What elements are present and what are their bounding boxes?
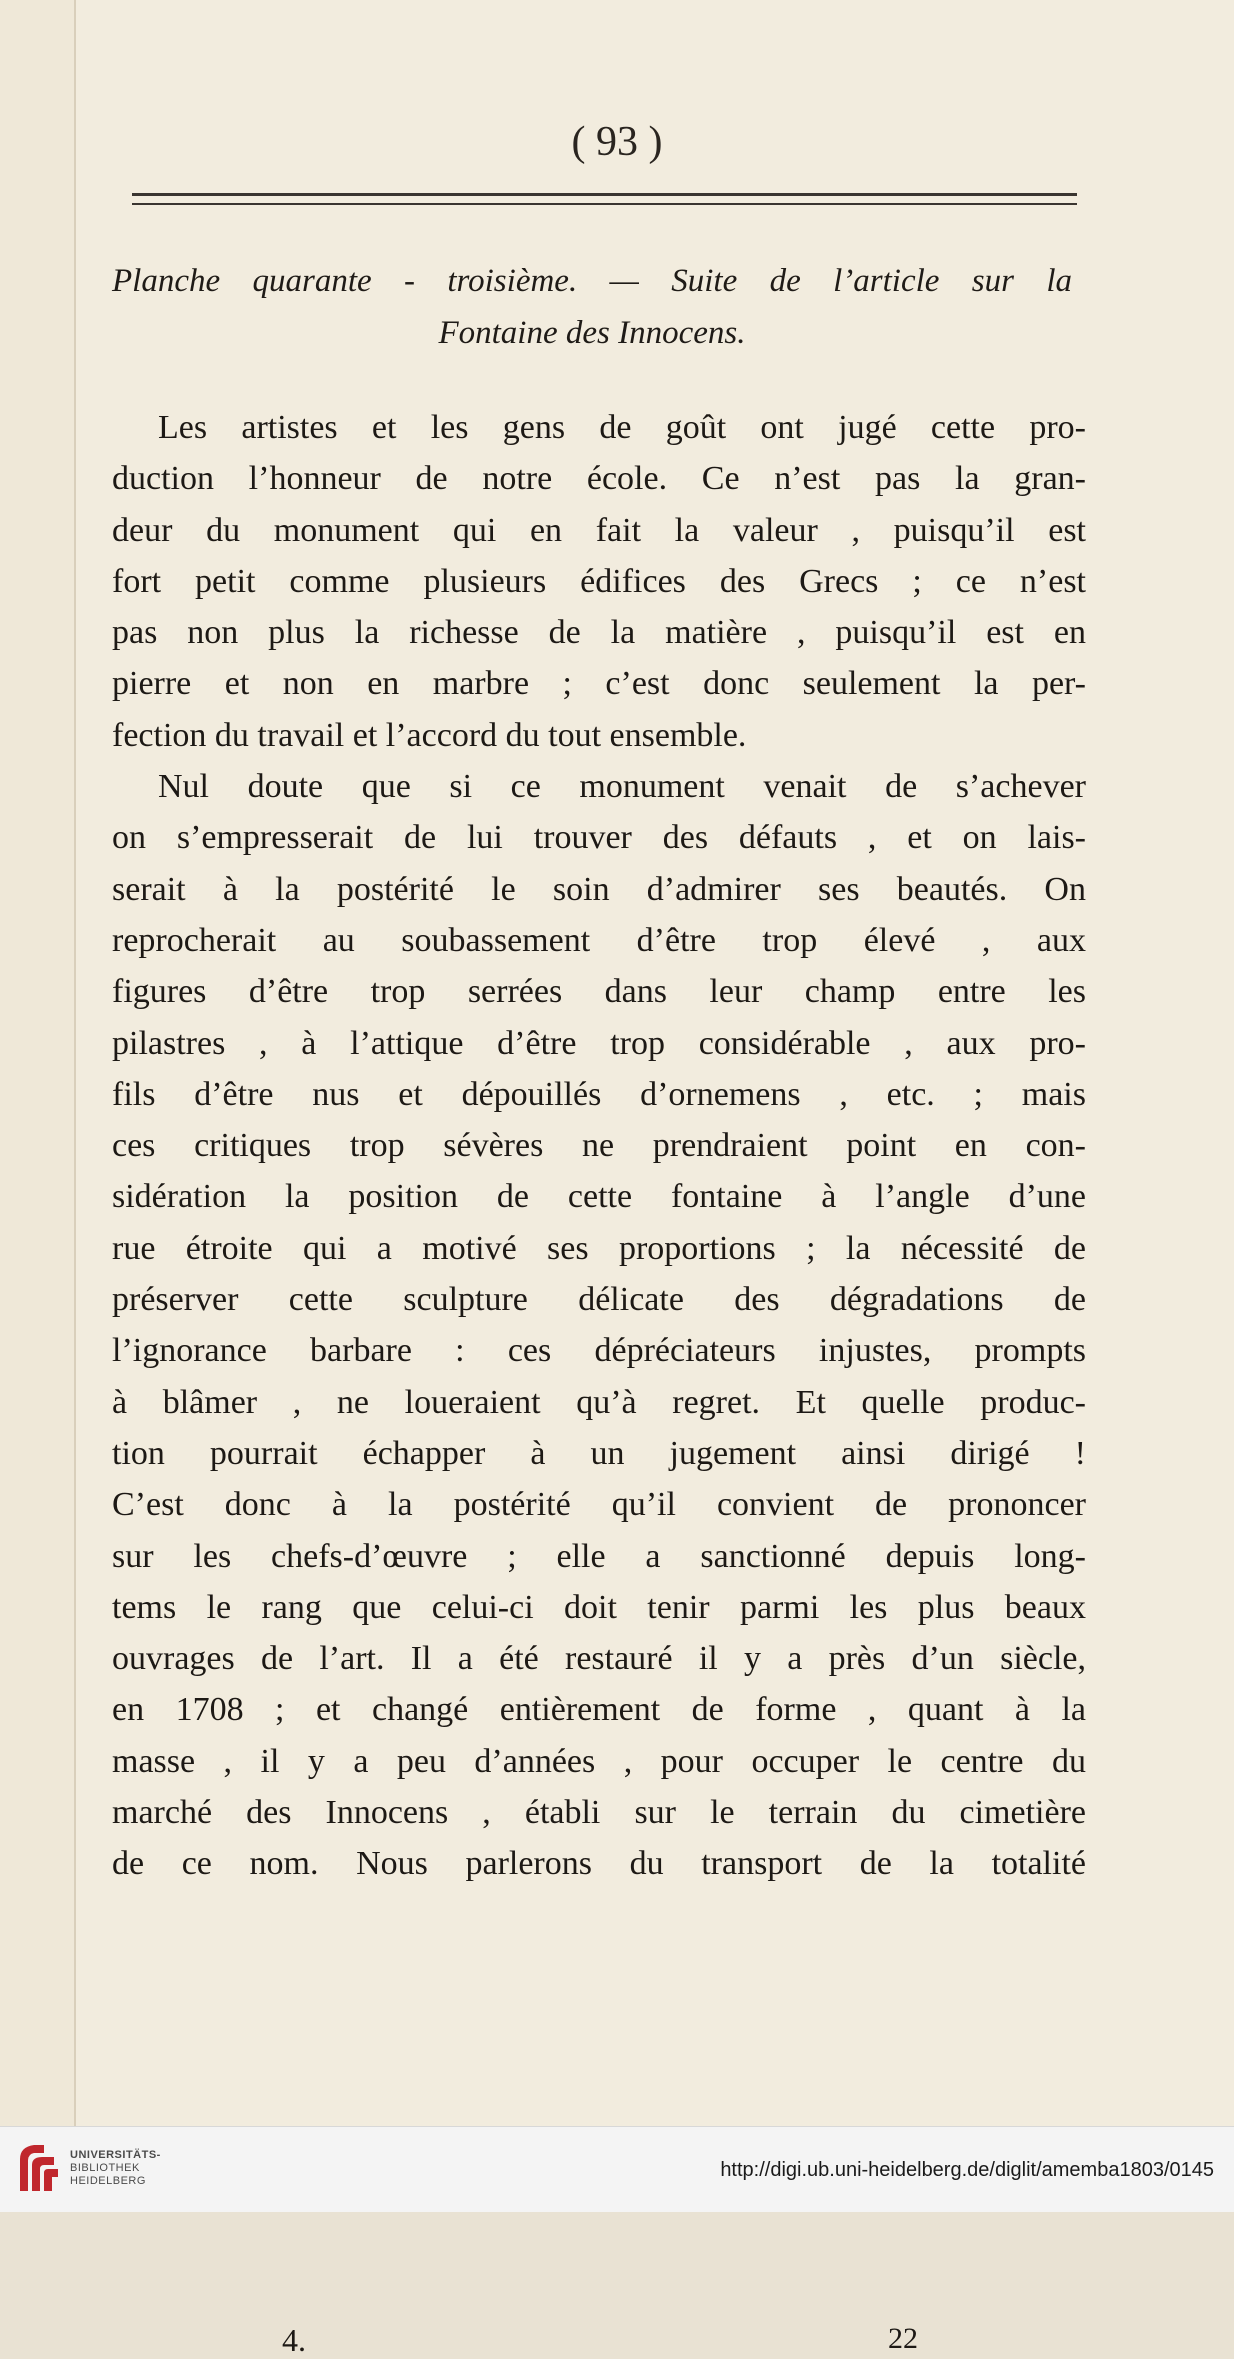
article-title bbox=[112, 255, 1072, 359]
text-line: pilastres , à l’attique d’être trop considérable , aux pro- bbox=[112, 1024, 1086, 1062]
text-line: tion pourrait échapper à un jugement ainsi dirigé ! bbox=[112, 1434, 1086, 1472]
header-rule-thin bbox=[132, 203, 1077, 205]
text-line: pas non plus la richesse de la matière , puisqu’il est en bbox=[112, 614, 1086, 652]
text-line: sur les chefs-d’œuvre ; elle a sanctionné depuis long- bbox=[112, 1537, 1086, 1575]
paragraph bbox=[112, 402, 1086, 761]
library-name-line: BIBLIOTHEK bbox=[70, 2162, 140, 2174]
body-text bbox=[112, 402, 1086, 1890]
viewer-footer-bar bbox=[0, 2126, 1234, 2212]
text-line: tems le rang que celui-ci doit tenir parmi les plus beaux bbox=[112, 1588, 1086, 1626]
text-line: Nul doute que si ce monument venait de s’achever bbox=[158, 768, 1086, 806]
text-line: deur du monument qui en fait la valeur , puisqu’il est bbox=[112, 511, 1086, 549]
text-line: masse , il y a peu d’années , pour occuper le centre du bbox=[112, 1742, 1086, 1780]
library-name-line: HEIDELBERG bbox=[70, 2175, 146, 2187]
signature-mark-left: 4. bbox=[282, 2322, 306, 2358]
text-line: fils d’être nus et dépouillés d’ornemens , etc. ; mais bbox=[112, 1075, 1086, 1113]
text-line: fection du travail et l’accord du tout ensemble. bbox=[112, 716, 747, 754]
text-line: Les artistes et les gens de goût ont jugé cette pro- bbox=[158, 409, 1086, 446]
signature-mark-right: 22 bbox=[888, 2322, 918, 2355]
text-line: marché des Innocens , établi sur le terrain du cimetière bbox=[112, 1794, 1086, 1832]
title-line: Planche quarante - troisième. — Suite de l’article sur la bbox=[112, 263, 1072, 299]
library-name-line: UNIVERSITÄTS- bbox=[70, 2149, 161, 2161]
text-line: à blâmer , ne loueraient qu’à regret. Et quelle produc- bbox=[112, 1383, 1086, 1421]
library-name bbox=[70, 2149, 161, 2188]
text-line: pierre et non en marbre ; c’est donc seulement la per- bbox=[112, 665, 1086, 703]
page-number: ( 93 ) bbox=[571, 119, 663, 165]
title-line: Fontaine des Innocens. bbox=[438, 315, 746, 351]
text-line: ouvrages de l’art. Il a été restauré il y a près d’un siècle, bbox=[112, 1640, 1086, 1678]
text-line: préserver cette sculpture délicate des dégradations de bbox=[112, 1281, 1086, 1319]
text-line: serait à la postérité le soin d’admirer ses beautés. On bbox=[112, 870, 1086, 908]
text-line: en 1708 ; et changé entièrement de forme , quant à la bbox=[112, 1691, 1086, 1729]
page-fold-edge bbox=[74, 0, 76, 2126]
university-library-logo-icon bbox=[14, 2139, 64, 2199]
text-line: ces critiques trop sévères ne prendraient point en con- bbox=[112, 1127, 1086, 1165]
text-line: de ce nom. Nous parlerons du transport de la totalité bbox=[112, 1845, 1086, 1883]
source-url-link[interactable]: http://digi.ub.uni-heidelberg.de/diglit/amemba1803/0145 bbox=[720, 2159, 1214, 2181]
header-rule-thick bbox=[132, 193, 1077, 196]
text-line: fort petit comme plusieurs édifices des Grecs ; ce n’est bbox=[112, 562, 1086, 600]
text-line: reprocherait au soubassement d’être trop élevé , aux bbox=[112, 921, 1086, 959]
paragraph bbox=[112, 761, 1086, 1890]
text-line: sidération la position de cette fontaine à l’angle d’une bbox=[112, 1178, 1086, 1216]
text-line: l’ignorance barbare : ces dépréciateurs injustes, prompts bbox=[112, 1332, 1086, 1370]
text-line: duction l’honneur de notre école. Ce n’est pas la gran- bbox=[112, 460, 1086, 498]
text-line: on s’empresserait de lui trouver des défauts , et on lais- bbox=[112, 819, 1086, 857]
text-line: figures d’être trop serrées dans leur champ entre les bbox=[112, 973, 1086, 1011]
text-line: rue étroite qui a motivé ses proportions ; la nécessité de bbox=[112, 1229, 1086, 1267]
text-line: C’est donc à la postérité qu’il convient de prononcer bbox=[112, 1486, 1086, 1524]
